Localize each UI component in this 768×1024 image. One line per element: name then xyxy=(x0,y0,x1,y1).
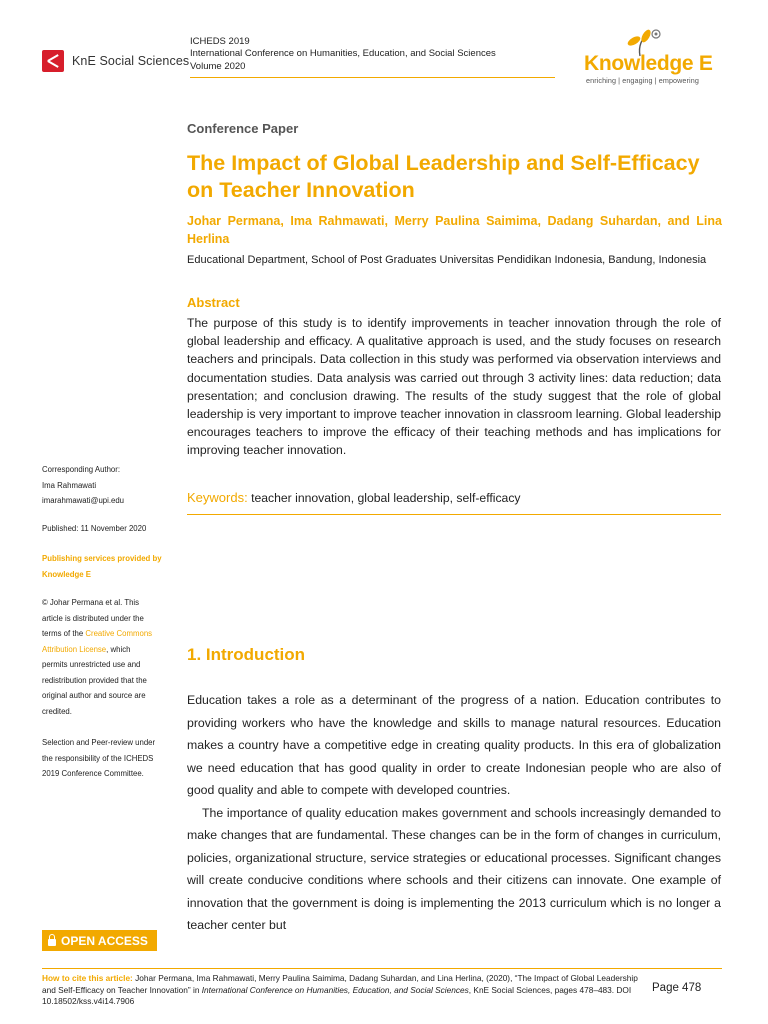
services-line-1: Publishing services provided by xyxy=(42,554,162,563)
cite-label: How to cite this article: xyxy=(42,973,133,983)
license-suffix: , which xyxy=(106,644,131,654)
conference-code: ICHEDS 2019 xyxy=(190,36,250,47)
citation-footer xyxy=(42,973,642,1008)
review-line: Selection and Peer-review under xyxy=(42,738,156,747)
paper-type: Conference Paper xyxy=(187,121,299,136)
license-line: original author and source are xyxy=(42,691,146,700)
review-line: 2019 Conference Committee. xyxy=(42,769,144,778)
authors: Johar Permana, Ima Rahmawati, Merry Paulina Saimima, Dadang Suhardan, and Lina Herlina xyxy=(187,214,722,246)
brand-name: Knowledge E xyxy=(584,52,713,75)
license-statement xyxy=(42,595,177,719)
attribution-license-link[interactable]: Attribution License xyxy=(42,644,107,654)
intro-paragraph-2: The importance of quality education makes government and schools increasingly demanded to make changes that are fundamental. These changes can be in the form of changes in curriculum, policies, organizational structure, service strategies or educational processes. Significant changes will create conducive conditions where schools and their citizens can innovate. One example of innovation that the government is doing is implementing the 2013 curriculum which is no longer a teacher center but xyxy=(187,805,721,932)
license-line: © Johar Permana et al. This xyxy=(42,598,140,607)
license-line xyxy=(42,642,177,658)
kne-social-sciences-logo xyxy=(42,49,189,73)
corresponding-author xyxy=(42,462,177,509)
keywords-text: teacher innovation, global leadership, self-efficacy xyxy=(251,491,521,505)
introduction-heading: 1. Introduction xyxy=(187,645,306,664)
conference-info xyxy=(190,36,550,73)
corresponding-email[interactable]: imarahmawati@upi.edu xyxy=(42,496,125,505)
brand-tagline: enriching | engaging | empowering xyxy=(586,76,699,85)
license-line: redistribution provided that the xyxy=(42,675,147,685)
license-prefix: terms of the xyxy=(42,629,86,638)
cite-text-end: , KnE Social Sciences, pages 478–483. DOI 10.18502/kss.v4i14.7906 xyxy=(42,984,632,1006)
cite-text: Johar Permana, Ima Rahmawati, Merry Paulina Saimima, Dadang Suhardan, and Lina Herlina, (2020), “The Impact of Global Leadership and Self-Efficacy on Teacher Innovation” in xyxy=(42,973,638,995)
affiliation: Educational Department, School of Post Graduates Universitas Pendidikan Indonesia, Bandung, Indonesia xyxy=(187,254,707,266)
volume: Volume 2020 xyxy=(190,60,246,72)
keywords-divider xyxy=(187,514,721,515)
header-divider xyxy=(190,77,555,78)
abstract-heading: Abstract xyxy=(187,295,240,310)
knowledge-e-logo xyxy=(584,28,734,88)
published-date: Published: 11 November 2020 xyxy=(42,524,147,533)
review-line: the responsibility of the ICHEDS xyxy=(42,753,154,763)
corresponding-name: Ima Rahmawati xyxy=(42,480,97,490)
keywords-label: Keywords: xyxy=(187,490,248,505)
cite-venue: International Conference on Humanities, Education, and Social Sciences xyxy=(201,984,469,995)
footer-divider xyxy=(42,968,722,969)
license-line: article is distributed under the xyxy=(42,613,144,623)
license-line xyxy=(42,626,177,642)
conference-name: International Conference on Humanities, Education, and Social Sciences xyxy=(190,48,496,60)
keywords xyxy=(187,490,721,505)
creative-commons-link[interactable]: Creative Commons xyxy=(85,629,153,638)
license-line: credited. xyxy=(42,706,72,716)
paper-title: The Impact of Global Leadership and Self-Efficacy on Teacher Innovation xyxy=(187,151,700,202)
services-line-2: Knowledge E xyxy=(42,569,91,579)
abstract-text: The purpose of this study is to identify improvements in teacher innovation through the role of global leadership and efficacy. A qualitative approach is used, and the study focuses on research teachers and principals. Data collection in this study was performed via observation interviews and documentation studies. Data analysis was carried out through 3 activity lines: data reduction; data presentation; and conclusion drawing. The results of the study suggest that the role of global leadership is very important to improve teacher innovation in classroom learning. Global leadership encourages teachers to improve the efficacy of their teaching methods and has implications for improving teacher innovation. xyxy=(187,316,721,458)
page-number: Page 478 xyxy=(652,982,702,994)
introduction-body xyxy=(187,689,721,937)
publisher-name: KnE Social Sciences xyxy=(72,54,190,68)
open-access-badge xyxy=(42,930,157,951)
lock-icon xyxy=(48,939,56,946)
open-access-label: OPEN ACCESS xyxy=(61,933,148,948)
license-line: permits unrestricted use and xyxy=(42,660,141,669)
corresponding-label: Corresponding Author: xyxy=(42,465,121,474)
publishing-services xyxy=(42,551,177,582)
intro-paragraph-1: Education takes a role as a determinant of the progress of a nation. Education contributes to providing workers who have the knowledge and skills to manage natural resources. Education makes a country have a competitive edge in creating quality products. In this era of globalization we need education that has good quality in order to create Indonesian people who are also of good quality and able to compete with developed countries. xyxy=(187,693,721,797)
peer-review-statement xyxy=(42,735,177,782)
kne-logo-icon xyxy=(42,50,64,72)
